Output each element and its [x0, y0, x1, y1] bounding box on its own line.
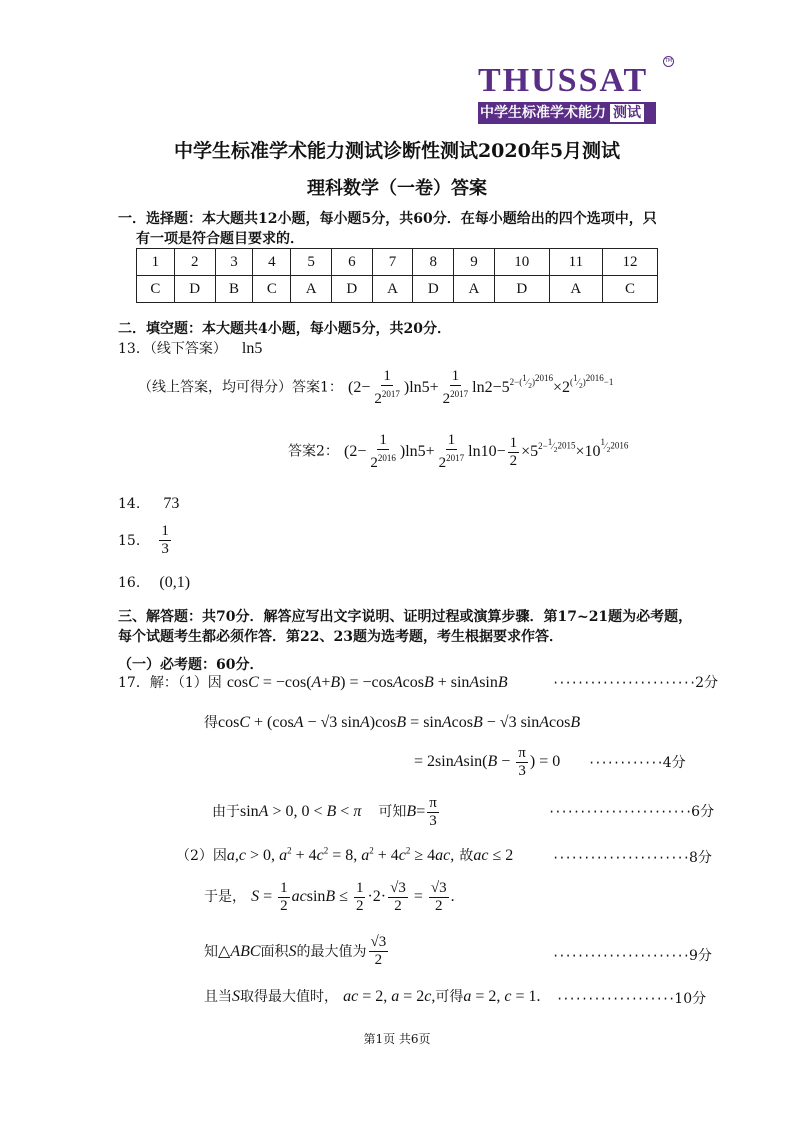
q13-online-label: （线上答案，均可得分）答案1：: [138, 379, 343, 396]
leader-dots: ······················: [552, 949, 689, 963]
table-cell: D: [413, 276, 454, 303]
q13-row: [118, 338, 262, 358]
section3-sub1: （一）必考题：60分．: [118, 657, 264, 673]
score-label: 6分: [691, 804, 715, 820]
section2-header: 二．填空题：本大题共4小题，每小题5分，共20分．: [118, 321, 451, 337]
formula: △ABC: [218, 943, 261, 960]
q16-row: [118, 572, 190, 592]
table-cell: 9: [454, 249, 495, 276]
table-cell: 3: [215, 249, 253, 276]
q13-online-answer1: [138, 368, 613, 408]
qude-label: 取得最大值时，: [240, 989, 338, 1005]
score-2: [552, 672, 718, 692]
leader-dots: ············: [588, 756, 663, 770]
yushi-label: 于是，: [204, 889, 246, 906]
page-footer: 第1页 共6页: [363, 1032, 431, 1046]
kezhi-label: 可知: [378, 804, 407, 821]
table-cell: D: [331, 276, 372, 303]
page-title: 中学生标准学术能力测试诊断性测试2020年5月测试: [173, 140, 621, 162]
gu-label: 故: [459, 848, 474, 864]
section1-line1: 一．选择题：本大题共12小题，每小题5分，共60分．在每小题给出的四个选项中，只: [118, 211, 657, 227]
formula: S = $\frac{1}{2}$ acsinB ≤ $\frac{1}{2}$ ·2· $\frac{√3}{2}$ = $\frac{√3}{2}$ .: [251, 880, 455, 914]
answer-table-answer-row: [137, 276, 658, 303]
q17-line2: [204, 712, 580, 732]
q16-answer: (0,1): [159, 574, 191, 591]
table-cell: C: [253, 276, 291, 303]
score-label: 2分: [695, 675, 719, 691]
score-label: 9分: [688, 948, 712, 964]
formula: S: [232, 988, 240, 1005]
q17-line1: [118, 672, 508, 692]
score-label: 10分: [674, 991, 707, 1007]
q17-label: 17．解：（1）因: [118, 675, 222, 691]
q14-row: [118, 493, 179, 513]
page-subtitle: 理科数学（一卷）答案: [307, 178, 487, 199]
table-cell: D: [494, 276, 549, 303]
section1-line2: 有一项是符合题目要求的．: [136, 231, 304, 247]
leader-dots: ······················: [552, 851, 689, 865]
score-8: [552, 847, 712, 867]
q15-row: [118, 523, 173, 558]
kede-label: 可得: [435, 989, 464, 1005]
section3-line2: 每个试题考生都必须作答．第22、23题为选考题，考生根据要求作答．: [118, 629, 563, 645]
leader-dots: ·······················: [552, 676, 696, 690]
table-cell: 6: [331, 249, 372, 276]
q17-part2-line4: [204, 986, 541, 1006]
q14-answer: 73: [163, 495, 180, 512]
formula: cosC = −cos(A+B) = −cosAcosB + sinAsinB: [226, 674, 508, 691]
answer-table-number-row: [137, 249, 658, 276]
youyu-label: 由于: [212, 804, 240, 821]
thussat-logo: THUSSAT: [478, 62, 649, 99]
q13-answer: ln5: [241, 340, 263, 357]
table-cell: 11: [549, 249, 602, 276]
q17-line3: [414, 745, 560, 780]
zhi-label: 知: [204, 944, 218, 960]
qiedang-label: 且当: [204, 989, 232, 1005]
leader-dots: ·······················: [548, 805, 692, 819]
score-10: [556, 988, 706, 1008]
de-label: 得: [204, 715, 218, 731]
table-cell: C: [137, 276, 175, 303]
table-cell: A: [372, 276, 413, 303]
formula: (2− $\frac{1}{2^{2017}}$ )ln5+ $\frac{1}{2^{2017}}$ $\ln 2-5^{2-(^1⁄_2)^{2016}}\times 2^{(^1⁄_2)^{2016}-1}$: [348, 368, 614, 407]
q17-line4: [212, 795, 441, 830]
table-cell: A: [454, 276, 495, 303]
q16-label: 16.: [118, 575, 141, 591]
table-cell: B: [215, 276, 253, 303]
formula: (2− $\frac{1}{2^{2016}}$ )ln5+ $\frac{1}{2^{2017}}$ ln10− $\frac{1}{2}$ $\times 5^{2-^1⁄_{2^{2015}}}\times 10^{^1⁄_{2^{2016}}}$: [344, 432, 629, 471]
formula: B= $\frac{\pi}{3}$: [406, 795, 437, 829]
answer-table: [136, 248, 658, 303]
section3-line1: 三、解答题：共70分．解答应写出文字说明、证明过程或演算步骤．第17~21题为必考题，: [118, 609, 693, 625]
table-cell: 4: [253, 249, 291, 276]
q15-answer: $\frac{1}{3}$: [161, 523, 169, 557]
formula: sinA > 0, 0 < B < π: [240, 803, 362, 821]
logo-subtitle-box: 测试: [610, 104, 644, 122]
table-cell: 5: [291, 249, 332, 276]
table-cell: 8: [413, 249, 454, 276]
formula: ac = 2, a = 2c,: [343, 988, 436, 1005]
q13-ans2-label: 答案2：: [288, 443, 339, 460]
formula: cosC + (cosA − √3 sinA)cosB = sinAcosB − √3 sinAcosB: [218, 714, 581, 731]
table-cell: D: [174, 276, 215, 303]
score-6: [548, 801, 714, 821]
q17-part2-line1: [176, 845, 513, 865]
formula: a,c > 0, $a^2 + 4c^2 = 8$, $a^2 + 4c^2 \ge 4ac$,: [226, 845, 455, 864]
table-cell: 10: [494, 249, 549, 276]
table-cell: 12: [602, 249, 657, 276]
trademark-icon: TM: [663, 56, 674, 67]
formula: S: [288, 943, 297, 960]
mianji-label: 面积: [260, 944, 289, 960]
formula: = 2sinAsin(B − $\frac{\pi}{3}$ ) = 0: [414, 745, 561, 779]
table-cell: C: [602, 276, 657, 303]
formula: $\frac{√3}{2}$: [370, 934, 387, 968]
table-cell: A: [549, 276, 602, 303]
q13-label: 13．（线下答案）: [118, 341, 227, 357]
q15-label: 15.: [118, 533, 141, 549]
score-label: 4分: [662, 755, 686, 771]
leader-dots: ···················: [556, 992, 675, 1006]
logo-subtitle-bar: [478, 102, 656, 124]
part2-label: （2）因: [176, 848, 227, 864]
score-9: [552, 945, 712, 965]
table-cell: A: [291, 276, 332, 303]
logo-subtitle-text: 中学生标准学术能力: [480, 105, 606, 121]
formula: a = 2, c = 1.: [463, 988, 541, 1005]
q14-label: 14.: [118, 496, 141, 512]
table-cell: 1: [137, 249, 175, 276]
zuida-label: 的最大值为: [296, 944, 367, 960]
q17-part2-line2: [204, 880, 455, 915]
q17-part2-line3: [204, 934, 390, 969]
score-4: [588, 752, 686, 772]
q13-online-answer2: [288, 432, 628, 472]
score-label: 8分: [688, 850, 712, 866]
formula: ac ≤ 2: [473, 847, 514, 864]
table-cell: 2: [174, 249, 215, 276]
table-cell: 7: [372, 249, 413, 276]
